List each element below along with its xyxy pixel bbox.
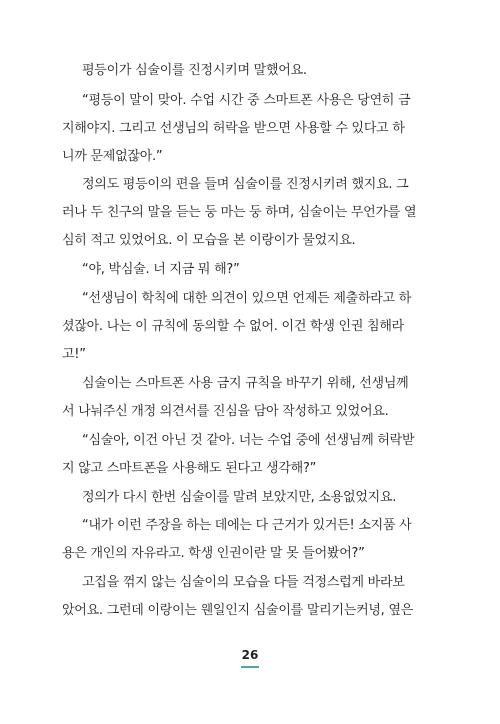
text-line: 지 않고 스마트폰을 사용해도 된다고 생각해?”	[62, 461, 317, 476]
text-line: 았어요. 그런데 이랑이는 웬일인지 심술이를 말리기는커녕, 옆은	[62, 603, 414, 618]
text-line: “선생님이 학칙에 대한 의견이 있으면 언제든 제출하라고 하	[82, 291, 412, 306]
text-line: 셨잖아. 나는 이 규칙에 동의할 수 없어. 이건 학생 인권 침해라	[62, 319, 404, 334]
text-line: 용은 개인의 자유라고. 학생 인권이란 말 못 들어봤어?”	[62, 546, 365, 561]
text-line: 니까 문제없잖아.”	[62, 149, 163, 164]
page-number-underline	[241, 666, 259, 668]
text-line: 서 나눠주신 개정 의견서를 진심을 담아 작성하고 있었어요.	[62, 404, 389, 419]
text-line: “야, 박심술. 너 지금 뭐 해?”	[82, 262, 240, 277]
text-line: 정의가 다시 한번 심술이를 말려 보았지만, 소용없었지요.	[82, 490, 397, 505]
text-line: 지해야지. 그리고 선생님의 허락을 받으면 사용할 수 있다고 하	[62, 121, 405, 136]
text-line: 심히 적고 있었어요. 이 모습을 본 이랑이가 물었지요.	[62, 233, 356, 248]
text-line: 러나 두 친구의 말을 듣는 둥 마는 둥 하며, 심술이는 무언가를 열	[62, 205, 417, 220]
text-line: 평등이가 심술이를 진정시키며 말했어요.	[82, 63, 307, 78]
text-line: “평등이 말이 맞아. 수업 시간 중 스마트폰 사용은 당연히 금	[82, 93, 411, 108]
text-line: 정의도 평등이의 편을 들며 심술이를 진정시키려 했지요. 그	[82, 177, 409, 192]
text-line: 고집을 꺾지 않는 심술이의 모습을 다들 걱정스럽게 바라보	[82, 575, 405, 590]
page-number: 26	[241, 648, 259, 662]
text-line: “심술아, 이건 아닌 것 같아. 너는 수업 중에 선생님께 허락받	[82, 433, 415, 448]
text-line: 고!”	[62, 347, 86, 362]
text-line: 심술이는 스마트폰 사용 금지 규칙을 바꾸기 위해, 선생님께	[82, 376, 409, 391]
text-line: “내가 이런 주장을 하는 데에는 다 근거가 있거든! 소지품 사	[82, 518, 412, 533]
